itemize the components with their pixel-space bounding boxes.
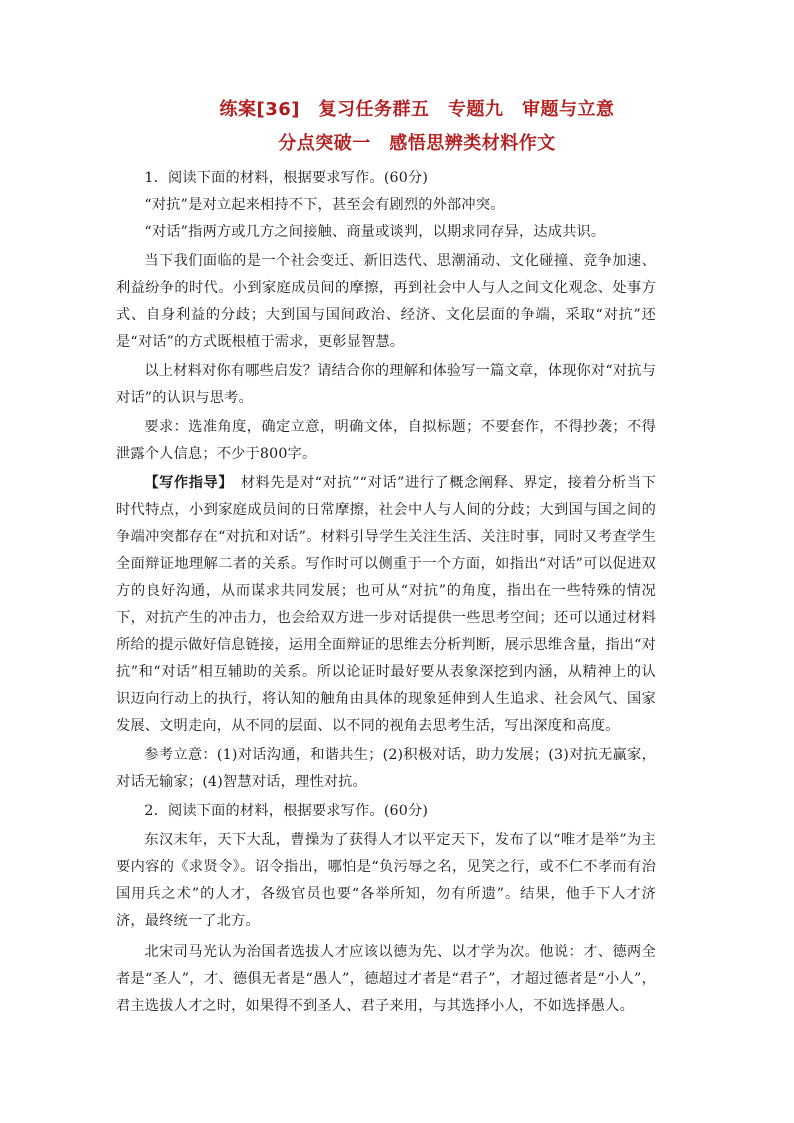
- question-2-prompt: 2．阅读下面的材料，根据要求写作。(60分): [144, 803, 429, 819]
- q1-paragraph-2: “对话”指两方或几方之间接触、商量或谈判，以期求同存异，达成共识。: [144, 224, 606, 240]
- q2-paragraph-2: 北宋司马光认为治国者选拔人才应该以德为先、以才学为次。他说：才、德两全者是“圣人”，才、德俱无者是“愚人”，德超过才者是“君子”，才超过德者是“小人”，君主选拔人才之时，如果得不到圣人、君子来用，与其选择小人，不如选择愚人。: [116, 944, 656, 1014]
- q1-paragraph-3: 当下我们面临的是一个社会变迁、新旧迭代、思潮涌动、文化碰撞、竞争加速、利益纷争的时代。小到家庭成员间的摩擦，再到社会中人与人之间文化观念、处事方式、自身利益的分歧；大到国与国间政治、经济、文化层面的争端，采取“对抗”还是“对话”的方式既根植于需求，更彰显智慧。: [116, 253, 656, 350]
- title-block: [0, 93, 794, 161]
- q1-writing-guide: [116, 470, 656, 740]
- writing-guide-text: 材料先是对“对抗”“对话”进行了概念阐释、界定，接着分析当下时代特点，小到家庭成员间的日常摩擦，社会中人与人间的分歧；大到国与国之间的争端冲突都存在“对抗和对话”。材料引导学生关注生活、关注时事，同时又考查学生全面辩证地理解二者的关系。写作时可以侧重于一个方面，如指出“对话”可以促进双方的良好沟通，从而谋求共同发展；也可从“对抗”的角度，指出在一些特殊的情况下，对抗产生的冲击力，也会给双方进一步对话提供一些思考空间；还可以通过材料所给的提示做好信息链接，运用全面辩证的思维去分析判断，展示思维含量，指出“对抗”和“对话”相互辅助的关系。所以论证时最好要从表象深挖到内涵，从精神上的认识迈向行动上的执行，将认知的触角由具体的现象延伸到人生追求、社会风气、国家发展、文明走向，从不同的层面、以不同的视角去思考生活，写出深度和高度。: [116, 475, 657, 734]
- page-title: 练案[36] 复习任务群五 专题九 审题与立意: [219, 99, 615, 120]
- q1-paragraph-1: “对抗”是对立起来相持不下，甚至会有剧烈的外部冲突。: [144, 197, 505, 213]
- q1-paragraph-4: 以上材料对你有哪些启发？请结合你的理解和体验写一篇文章，体现你对“对抗与对话”的认识与思考。: [116, 363, 656, 406]
- q2-paragraph-1: 东汉末年，天下大乱，曹操为了获得人才以平定天下，发布了以“唯才是举”为主要内容的《求贤令》。诏令指出，哪怕是“负污辱之名，见笑之行，或不仁不孝而有治国用兵之术”的人才，各级官员也要“各举所知，勿有所遗”。结果，他手下人才济济，最终统一了北方。: [116, 832, 656, 929]
- document-body: [116, 165, 656, 1020]
- q1-reference-ideas: 参考立意：(1)对话沟通，和谐共生；(2)积极对话，助力发展；(3)对抗无赢家，对话无输家；(4)智慧对话，理性对抗。: [116, 747, 656, 790]
- writing-guide-label: 【写作指导】: [144, 475, 227, 491]
- question-1-prompt: 1．阅读下面的材料，根据要求写作。(60分): [144, 170, 429, 186]
- page-subtitle: 分点突破一 感悟思辨类材料作文: [278, 133, 556, 154]
- q1-requirements: 要求：选准角度，确定立意，明确文体，自拟标题；不要套作，不得抄袭；不得泄露个人信息；不少于800字。: [116, 419, 656, 462]
